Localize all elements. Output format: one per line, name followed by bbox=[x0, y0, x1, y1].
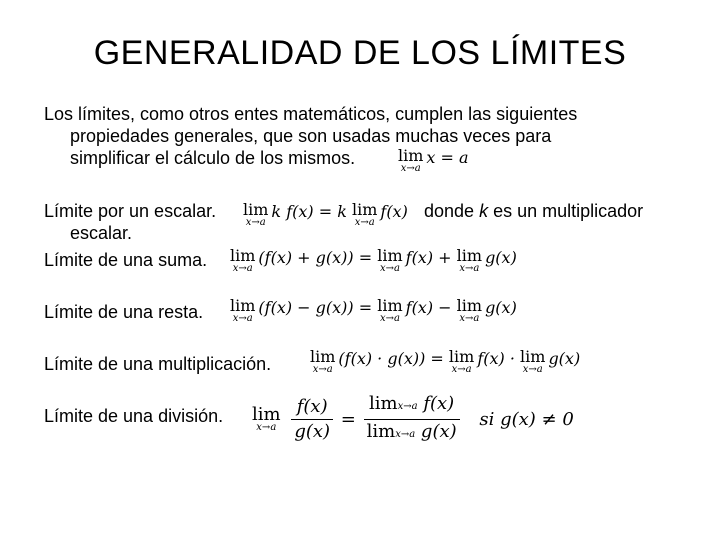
lim-operator: lim x→a bbox=[456, 246, 483, 274]
lim-operator: lim x→a bbox=[230, 246, 256, 274]
formula-division bbox=[252, 394, 574, 445]
formula-sum: lim x→a (f(x) + g(x)) = lim x→a f(x) + lim x→a g(x) bbox=[230, 246, 517, 274]
equals-sign: = bbox=[340, 409, 356, 430]
lim-operator: lim x→a bbox=[230, 296, 256, 324]
label-difference: Límite de una resta. bbox=[44, 302, 204, 322]
intro-line-3: simplificar el cálculo de los mismos. bbox=[70, 148, 356, 168]
lim-operator: lim x→a bbox=[520, 347, 546, 375]
fraction-rhs: $\frac{\text{limx→a f(x)}}{\text{limx→a g(x)}}$ bbox=[364, 394, 460, 445]
label-scalar: Límite por un escalar. bbox=[44, 201, 217, 221]
lim-operator: lim x→a bbox=[448, 347, 475, 375]
formula-difference: lim x→a (f(x) − g(x)) = lim x→a f(x) − lim x→a g(x) bbox=[230, 296, 517, 324]
lim-operator: lim x→a bbox=[310, 347, 336, 375]
formula-basic-limit bbox=[398, 148, 469, 174]
intro-line-2: propiedades generales, que son usadas muchas veces para bbox=[70, 126, 552, 146]
intro-line-1: Los límites, como otros entes matemáticos, cumplen las siguientes bbox=[44, 104, 578, 124]
scalar-note: donde k es un multiplicador bbox=[424, 201, 644, 221]
formula-scalar: lim x→a k f(x) = k lim x→a f(x) bbox=[243, 200, 408, 228]
lim-operator: lim x→a bbox=[243, 200, 269, 228]
division-condition: si g(x) ≠ 0 bbox=[479, 409, 574, 430]
label-multiplication: Límite de una multiplicación. bbox=[44, 354, 272, 374]
lim-operator: lim x→a bbox=[377, 246, 403, 274]
lim-operator: lim x→a bbox=[377, 296, 403, 324]
lim-operator: lim x→a bbox=[398, 146, 424, 174]
label-division: Límite de una división. bbox=[44, 406, 224, 426]
slide-title: GENERALIDAD DE LOS LÍMITES bbox=[93, 34, 627, 72]
lim-operator: lim x→a bbox=[351, 200, 378, 228]
label-sum: Límite de una suma. bbox=[44, 250, 208, 270]
formula-multiplication: lim x→a (f(x) · g(x)) = lim x→a f(x) · lim x→a g(x) bbox=[310, 347, 581, 375]
lim-operator: lim x→a bbox=[252, 403, 281, 433]
formula-rhs: x = a bbox=[426, 148, 469, 167]
fraction-lhs: $\frac{f(x)}{g(x)}$ bbox=[291, 397, 333, 442]
lim-operator: lim x→a bbox=[456, 296, 483, 324]
scalar-cont: escalar. bbox=[70, 223, 133, 243]
